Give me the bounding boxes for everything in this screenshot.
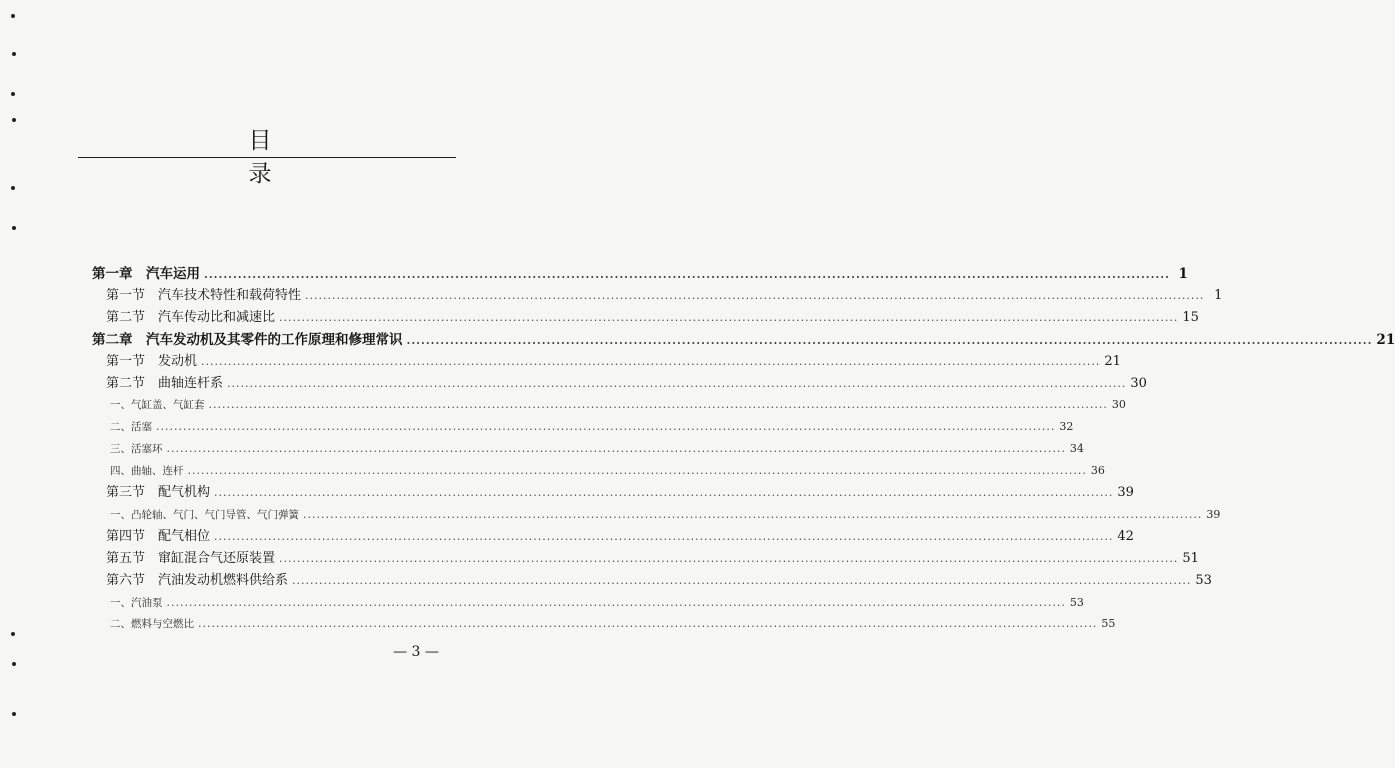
toc-leader-dots: ........................................................................................................................................................................................................ — [166, 595, 1066, 609]
toc-leader-dots: ........................................................................................................................................................................................................ — [166, 442, 1066, 456]
toc-entry-title: 四、曲轴、连杆 — [110, 465, 184, 478]
toc-entry — [106, 570, 1212, 592]
scan-speck — [11, 186, 15, 190]
toc-entry-page: 32 — [1059, 420, 1074, 434]
toc-entry-title: 第五节 窜缸混合气还原装置 — [106, 550, 276, 566]
toc-entry — [110, 613, 1116, 635]
toc-leader-dots: ........................................................................................................................................................................................................ — [214, 486, 1114, 499]
toc-entry-page: 34 — [1069, 442, 1084, 456]
toc-entry-page: 21 — [1376, 331, 1395, 348]
toc-leader-dots: ........................................................................................................................................................................................................ — [292, 573, 1192, 587]
toc-entry-page: 53 — [1195, 572, 1212, 588]
scan-speck — [11, 632, 15, 636]
toc-entry — [92, 263, 1188, 285]
scan-speck — [12, 226, 16, 230]
toc-entry-page: 42 — [1117, 528, 1134, 544]
toc-entry-title: 第二章 汽车发动机及其零件的工作原理和修理常识 — [92, 331, 403, 348]
toc-entry-title: 第一章 汽车运用 — [92, 266, 200, 282]
toc-entry — [106, 526, 1134, 548]
scan-speck — [12, 712, 16, 716]
toc-entry-title: 第二节 曲轴连杆系 — [106, 375, 224, 391]
toc-entry — [110, 394, 1126, 416]
toc-leader-dots: ........................................................................................................................................................................................................ — [204, 268, 1170, 281]
toc-leader-dots: ........................................................................................................................................................................................................ — [305, 288, 1205, 302]
toc-entry — [110, 592, 1084, 614]
toc-leader-dots: ........................................................................................................................................................................................................ — [279, 551, 1179, 565]
toc-entry-title: 第四节 配气相位 — [106, 528, 211, 544]
toc-leader-dots: ........................................................................................................................................................................................................ — [214, 529, 1114, 543]
toc-entry-title: 第二节 汽车传动比和减速比 — [106, 309, 276, 325]
scan-speck — [11, 92, 15, 96]
toc-leader-dots: ........................................................................................................................................................................................................ — [303, 507, 1203, 521]
toc-entry-page: 30 — [1130, 375, 1147, 391]
toc-entry-page: 53 — [1069, 595, 1084, 609]
toc-entry — [110, 460, 1105, 482]
toc-entry-page: 39 — [1206, 507, 1221, 521]
toc-entry-page: 30 — [1111, 398, 1126, 412]
title-rule — [78, 157, 456, 158]
toc-leader-dots: ........................................................................................................................................................................................................ — [198, 617, 1098, 631]
toc-entry — [110, 438, 1084, 460]
page-number: — 3 — — [393, 644, 439, 660]
toc-entry-page: 55 — [1101, 617, 1116, 631]
toc-entry-title: 二、燃料与空燃比 — [110, 618, 194, 631]
toc-entry-title: 第三节 配气机构 — [106, 485, 211, 500]
toc-entry-title: 第一节 汽车技术特性和载荷特性 — [106, 287, 302, 303]
toc-entry — [106, 548, 1199, 570]
toc-entry-page: 39 — [1117, 485, 1134, 500]
toc-leader-dots: ........................................................................................................................................................................................................ — [227, 376, 1127, 390]
toc-entry-title: 一、气缸盖、气缸套 — [110, 399, 205, 412]
toc-leader-dots: ........................................................................................................................................................................................................ — [406, 333, 1373, 347]
toc-leader-dots: ........................................................................................................................................................................................................ — [187, 464, 1087, 478]
toc-entry — [106, 285, 1223, 307]
toc-entry-page: 1 — [1178, 266, 1188, 282]
toc-leader-dots: ........................................................................................................................................................................................................ — [201, 354, 1101, 368]
scan-speck — [12, 118, 16, 122]
toc-entry-title: 第一节 发动机 — [106, 353, 198, 369]
scan-speck — [12, 662, 16, 666]
toc-entry-title: 第六节 汽油发动机燃料供给系 — [106, 572, 289, 588]
toc-entry-title: 一、汽油泵 — [110, 596, 163, 609]
toc-entry — [110, 504, 1221, 526]
page-title: 目 录 — [248, 128, 302, 187]
toc-entry-page: 1 — [1214, 287, 1223, 303]
toc-entry — [106, 373, 1147, 395]
toc-entry — [92, 329, 1395, 351]
toc-entry — [106, 307, 1199, 329]
toc-entry-page: 36 — [1090, 464, 1105, 478]
toc-entry — [106, 351, 1121, 373]
scan-speck — [11, 14, 15, 18]
toc-entry-page: 15 — [1182, 309, 1199, 325]
toc-leader-dots: ........................................................................................................................................................................................................ — [279, 310, 1179, 324]
toc-entry — [106, 482, 1134, 504]
toc-entry-page: 21 — [1104, 353, 1121, 369]
toc-entry — [110, 416, 1074, 438]
toc-leader-dots: ........................................................................................................................................................................................................ — [208, 398, 1108, 412]
scan-speck — [12, 52, 16, 56]
toc-entry-page: 51 — [1182, 550, 1199, 566]
toc-entry-title: 二、活塞 — [110, 421, 152, 434]
toc-entry-title: 一、凸轮轴、气门、气门导管、气门弹簧 — [110, 508, 299, 521]
toc-entry-title: 三、活塞环 — [110, 443, 163, 456]
toc-leader-dots: ........................................................................................................................................................................................................ — [156, 420, 1056, 434]
